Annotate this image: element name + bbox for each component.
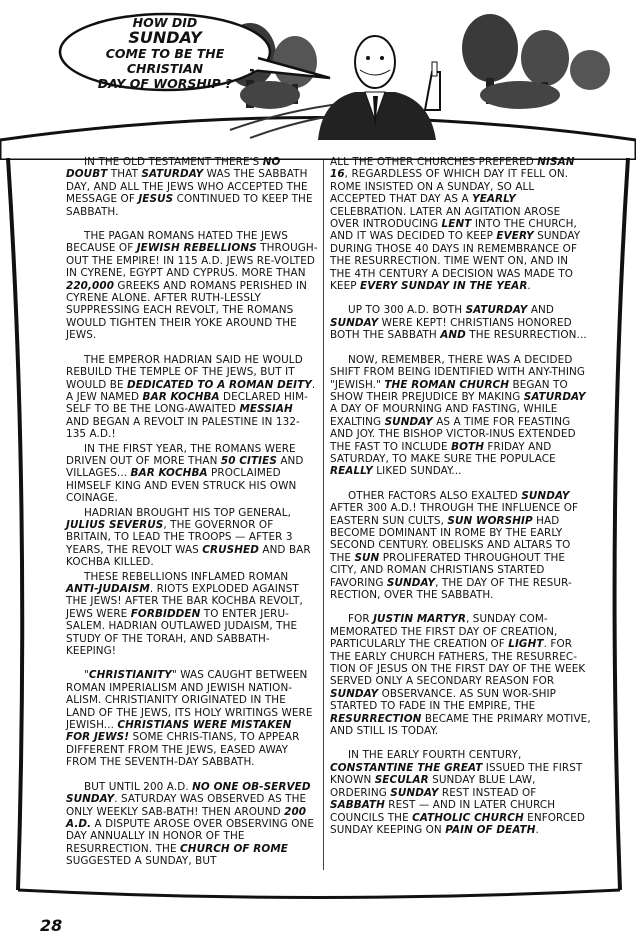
- emphasis-text: 50 CITIES: [220, 454, 277, 467]
- emphasis-text: NISAN 16: [330, 156, 575, 181]
- emphasis-text: CONSTANTINE THE GREAT: [330, 761, 483, 774]
- emphasis-text: SATURDAY: [465, 304, 528, 317]
- emphasis-text: 220,000: [66, 279, 115, 292]
- text-run: THE RESURRECTION...: [465, 329, 587, 342]
- emphasis-text: JESUS: [138, 193, 174, 206]
- text-run: DECLARED HIM-SELF TO BE THE LONG-AWAITED: [66, 390, 308, 416]
- text-run: TO ENTER JERU-SALEM. HADRIAN OUTLAWED JUDAISM, THE STUDY OF THE TORAH, AND SABBATH-KEEPING!: [66, 607, 298, 658]
- emphasis-text: JUSTIN MARTYR: [373, 613, 466, 626]
- text-run: REST — AND IN LATER CHURCH COUNCILS THE: [330, 799, 556, 824]
- page-number: 28: [40, 916, 63, 935]
- text-run: ISSUED THE FIRST KNOWN: [330, 761, 583, 787]
- paragraph: [66, 230, 318, 342]
- text-run: THESE REBELLIONS INFLAMED ROMAN: [84, 570, 289, 583]
- paragraph: [66, 781, 318, 868]
- paragraph: [66, 156, 318, 218]
- text-run: WERE KEPT! CHRISTIANS HONORED BOTH THE SABBATH: [330, 316, 572, 342]
- text-run: SUNDAY DURING THOSE 40 DAYS IN REMEMBRANCE OF THE RESURRECTION. TIME WENT ON, AND IN THE 4TH CENTURY A DECISION WAS MADE TO KEEP: [330, 230, 581, 293]
- text-run: , SUNDAY COM-MEMORATED THE FIRST DAY OF CREATION, PARTICULARLY THE CREATION OF: [330, 613, 558, 651]
- emphasis-text: SUNDAY: [384, 415, 433, 428]
- emphasis-text: MESSIAH: [239, 403, 293, 416]
- paragraph: [66, 669, 318, 768]
- emphasis-text: SUNDAY: [390, 786, 439, 799]
- text-run: GREEKS AND ROMANS PERISHED IN CYRENE ALONE. AFTER RUTH-LESSLY SUPPRESSING EACH REVOLT, THE ROMANS WOULD TIGHTEN THEIR YOKE AROUND THE JEWS.: [66, 279, 308, 342]
- text-run: BUT UNTIL 200 A.D.: [84, 780, 193, 793]
- emphasis-text: DEDICATED TO A ROMAN DEITY: [127, 378, 312, 391]
- emphasis-text: SUNDAY: [386, 576, 436, 589]
- emphasis-text: CRUSHED: [202, 543, 259, 556]
- emphasis-text: SUNDAY: [330, 687, 379, 700]
- text-run: IN THE FIRST YEAR, THE ROMANS WERE DRIVEN OUT OF MORE THAN: [66, 442, 296, 467]
- emphasis-text: ANTI-JUDAISM: [66, 583, 150, 595]
- emphasis-text: SATURDAY: [141, 168, 204, 181]
- text-run: THE PAGAN ROMANS HATED THE JEWS BECAUSE OF: [66, 230, 288, 255]
- emphasis-text: PAIN OF DEATH: [445, 823, 536, 836]
- text-run: ENFORCED SUNDAY KEEPING ON: [330, 811, 585, 836]
- left-column: [66, 156, 318, 880]
- emphasis-text: EVERY SUNDAY IN THE YEAR: [360, 280, 528, 293]
- paragraph: [66, 571, 318, 658]
- column-divider: [323, 160, 324, 870]
- text-run: . SATURDAY WAS OBSERVED AS THE ONLY WEEKLY SAB-BATH! THEN AROUND: [66, 793, 307, 818]
- text-run: THE EMPEROR HADRIAN SAID HE WOULD REBUILD THE TEMPLE OF THE JEWS, BUT IT WOULD BE: [66, 353, 303, 391]
- paragraph: [330, 304, 592, 341]
- paragraph: [330, 749, 592, 836]
- paragraph: [66, 443, 318, 505]
- emphasis-text: AND: [440, 329, 466, 342]
- emphasis-text: CHURCH OF ROME: [180, 842, 288, 855]
- emphasis-text: CATHOLIC CHURCH: [412, 811, 524, 824]
- emphasis-text: BAR KOCHBA: [142, 390, 220, 403]
- emphasis-text: THE ROMAN CHURCH: [384, 378, 510, 391]
- text-run: . A JEW NAMED: [66, 378, 316, 403]
- text-run: BECAME THE PRIMARY MOTIVE, AND STILL IS TODAY.: [330, 712, 591, 738]
- emphasis-text: JULIUS SEVERUS: [66, 518, 164, 531]
- emphasis-text: REALLY: [330, 465, 373, 478]
- emphasis-text: JEWISH REBELLIONS: [136, 242, 257, 255]
- emphasis-text: LENT: [441, 218, 472, 231]
- text-run: ": [84, 669, 89, 682]
- emphasis-text: SABBATH: [330, 799, 385, 812]
- paragraph: [330, 490, 592, 602]
- text-run: REST INSTEAD OF: [438, 786, 537, 799]
- text-run: SOME CHRIS-TIANS, TO APPEAR DIFFERENT FROM THE JEWS, EASED AWAY FROM THE SEVENTH-DAY SABBATH.: [66, 731, 300, 769]
- text-run: CONTINUED TO KEEP THE SABBATH.: [66, 193, 313, 218]
- emphasis-text: SECULAR: [374, 774, 429, 787]
- text-run: AS A TIME FOR FEASTING AND JOY. THE BISHOP VICTOR-INUS EXTENDED THE FAST TO INCLUDE: [330, 415, 576, 453]
- text-run: , REGARDLESS OF WHICH DAY IT FELL ON. ROME INSISTED ON A SUNDAY, SO ALL ACCEPTED THAT DAY AS A: [330, 168, 569, 206]
- emphasis-text: NO ONE OB-SERVED SUNDAY: [66, 780, 311, 806]
- speech-line3: DAY OF WORSHIP ?: [97, 76, 233, 91]
- text-run: AFTER 300 A.D.! THROUGH THE INFLUENCE OF EASTERN SUN CULTS,: [330, 502, 579, 527]
- emphasis-text: SATURDAY: [523, 390, 586, 403]
- emphasis-text: 200 A.D.: [66, 805, 307, 830]
- text-run: OTHER FACTORS ALSO EXALTED: [348, 489, 522, 502]
- emphasis-text: FORBIDDEN: [130, 607, 201, 620]
- text-run: SUNDAY BLUE LAW, ORDERING: [330, 774, 536, 799]
- paragraph: [66, 354, 318, 441]
- text-run: HAD BECOME DOMINANT IN ROME BY THE EARLY SECOND CENTURY. OBELISKS AND ALTARS TO THE: [330, 514, 571, 564]
- emphasis-text: SUNDAY: [330, 316, 379, 329]
- emphasis-text: CHRISTIANITY: [88, 669, 172, 682]
- text-run: OBSERVANCE. AS SUN WOR-SHIP STARTED TO FADE IN THE EMPIRE, THE: [330, 687, 557, 713]
- text-run: . FOR THE EARLY CHURCH FATHERS, THE RESURREC-TION OF JESUS ON THE FIRST DAY OF THE WEEK SERVED ONLY A SECONDARY REASON FOR: [330, 638, 586, 688]
- text-run: IN THE OLD TESTAMENT THERE'S: [84, 156, 263, 168]
- text-run: , THE GOVERNOR OF BRITAIN, TO LEAD THE TROOPS — AFTER 3 YEARS, THE REVOLT WAS: [66, 518, 293, 556]
- text-run: SUGGESTED A SUNDAY, BUT: [66, 855, 217, 868]
- text-run: FRIDAY AND SATURDAY, TO MAKE SURE THE POPULACE: [330, 440, 556, 465]
- text-run: AND BAR KOCHBA KILLED.: [66, 543, 311, 569]
- right-column: [330, 156, 592, 848]
- emphasis-text: CHRISTIANS WERE MISTAKEN FOR JEWS!: [66, 719, 292, 744]
- text-run: THROUGH-OUT THE EMPIRE! IN 115 A.D. JEWS RE-VOLTED IN CYRENE, EGYPT AND CYPRUS. MORE THAN: [66, 242, 318, 280]
- text-run: THAT: [107, 168, 142, 181]
- text-run: .: [527, 280, 531, 293]
- emphasis-text: BOTH: [451, 440, 485, 453]
- speech-line2: COME TO BE THE CHRISTIAN: [105, 46, 225, 76]
- paragraph: [66, 507, 318, 569]
- text-run: . RIOTS EXPLODED AGAINST THE JEWS! AFTER THE BAR KOCHBA REVOLT, JEWS WERE: [66, 583, 303, 620]
- emphasis-text: EVERY: [496, 230, 534, 243]
- emphasis-text: SUNDAY: [521, 489, 570, 502]
- text-run: BEGAN TO SHOW THEIR PREJUDICE BY MAKING: [330, 378, 568, 403]
- speech-line1: HOW DID: [132, 15, 198, 30]
- text-run: LIKED SUNDAY...: [372, 465, 462, 478]
- text-run: " WAS CAUGHT BETWEEN ROMAN IMPERIALISM AND JEWISH NATION-ALISM. CHRISTIANITY ORIGINATED IN THE LAND OF THE JEWS, ITS HOLY WRITINGS WERE JEWISH...: [66, 669, 313, 732]
- text-run: .: [535, 823, 539, 836]
- text-run: HADRIAN BROUGHT HIS TOP GENERAL,: [84, 506, 292, 519]
- text-run: AND VILLAGES...: [66, 454, 304, 480]
- text-run: UP TO 300 A.D. BOTH: [348, 304, 466, 317]
- text-run: A DISPUTE AROSE OVER OBSERVING ONE DAY ANNUALLY IN HONOR OF THE RESURRECTION. THE: [66, 817, 315, 855]
- text-run: PROCLAIMED HIMSELF KING AND EVEN STRUCK HIS OWN COINAGE.: [66, 467, 297, 505]
- text-run: IN THE EARLY FOURTH CENTURY,: [348, 749, 522, 762]
- text-run: CELEBRATION. LATER AN AGITATION AROSE OVER INTRODUCING: [330, 205, 561, 231]
- text-run: AND BEGAN A REVOLT IN PALESTINE IN 132-135 A.D.!: [66, 415, 300, 441]
- paragraph: [330, 613, 592, 737]
- text-run: INTO THE CHURCH, AND IT WAS DECIDED TO KEEP: [330, 218, 577, 243]
- emphasis-text: LIGHT: [508, 638, 544, 651]
- text-run: A DAY OF MOURNING AND FASTING, WHILE EXALTING: [330, 403, 558, 428]
- speech-keyword: SUNDAY: [128, 28, 202, 47]
- text-run: NOW, REMEMBER, THERE WAS A DECIDED SHIFT FROM BEING IDENTIFIED WITH ANY-THING "JEWISH.": [330, 353, 586, 391]
- emphasis-text: NO DOUBT: [66, 156, 281, 181]
- paragraph: [330, 156, 592, 292]
- text-run: AND: [527, 304, 555, 317]
- paragraph: [330, 354, 592, 478]
- text-run: FOR: [348, 613, 374, 626]
- text-run: WAS THE SABBATH DAY, AND ALL THE JEWS WHO ACCEPTED THE MESSAGE OF: [66, 168, 308, 206]
- text-run: ALL THE OTHER CHURCHES PREFERED: [330, 156, 538, 168]
- text-run: PROLIFERATED THROUGHOUT THE CITY, AND ROMAN CHRISTIANS STARTED FAVORING: [330, 551, 566, 589]
- emphasis-text: YEARLY: [472, 193, 516, 206]
- emphasis-text: SUN WORSHIP: [447, 514, 533, 527]
- text-run: , THE DAY OF THE RESUR-RECTION, OVER THE SABBATH.: [330, 576, 572, 601]
- emphasis-text: BAR KOCHBA: [130, 467, 208, 480]
- emphasis-text: SUN: [354, 551, 380, 564]
- emphasis-text: RESURRECTION: [330, 712, 422, 725]
